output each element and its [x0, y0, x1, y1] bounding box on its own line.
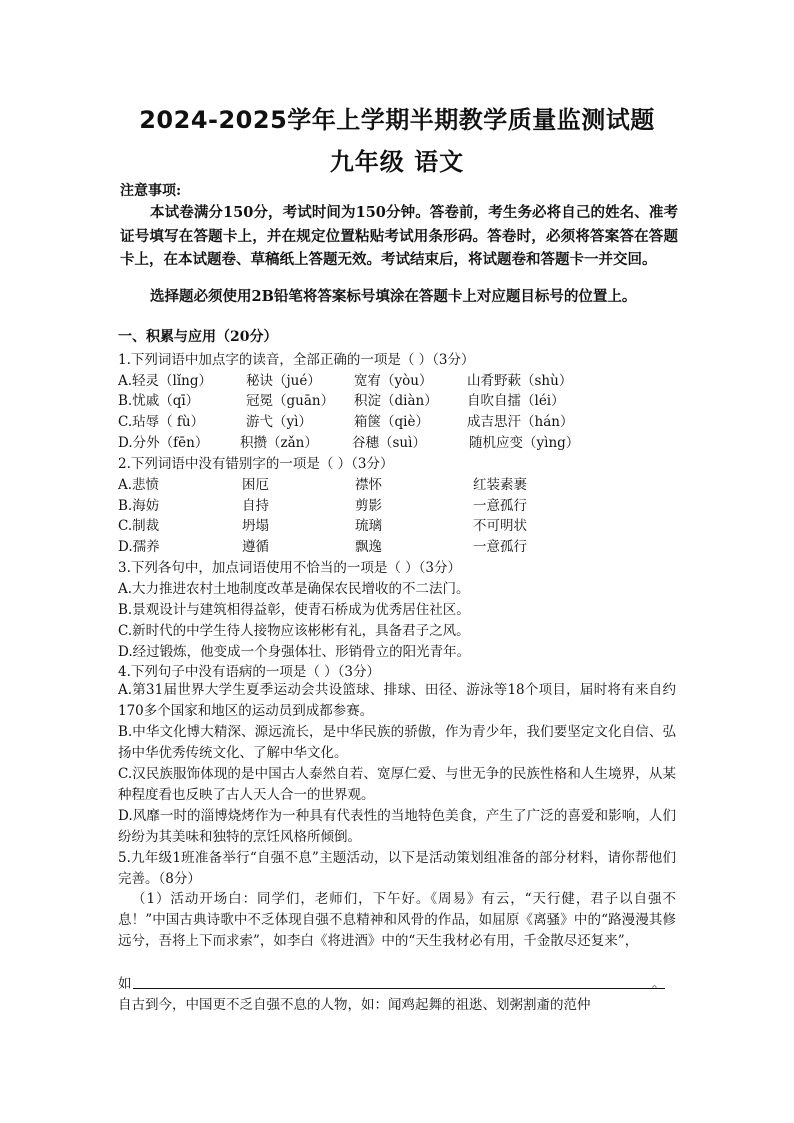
- q2-b-word-1: B.海妨: [118, 498, 160, 514]
- q2-d-word-1: D.孺养: [118, 539, 160, 555]
- notice-heading: 注意事项:: [120, 183, 182, 199]
- q4-option-d: D.风靡一时的淄博烧烤作为一种具有代表性的当地特色美食，产生了广泛的喜爱和影响，人们纷纷为其美味和独特的烹饪风格所倾倒。: [118, 808, 676, 845]
- q1-a-word-2: 秘诀（jué）: [246, 373, 321, 389]
- page-subtitle: 九年级 语文: [329, 148, 465, 176]
- q2-c-word-3: 琉璃: [355, 518, 382, 534]
- q1-b-word-4: 自吹自擂（léi）: [467, 393, 565, 409]
- fill-suffix: 。: [652, 976, 666, 992]
- q2-a-word-4: 红装素裹: [473, 477, 527, 493]
- q2-b-word-4: 一意孤行: [473, 498, 527, 514]
- section-heading: 一、积累与应用（20分）: [118, 329, 278, 345]
- q1-c-word-1: C.玷辱（ fù）: [118, 414, 205, 430]
- q1-d-word-3: 谷穗（suì）: [352, 435, 426, 451]
- q4-option-b: B.中华文化博大精深、源远流长，是中华民族的骄傲，作为青少年，我们要坚定文化自信、弘扬中华优秀传统文化、了解中华文化。: [118, 724, 676, 761]
- question-1-stem: 1.下列词语中加点字的读音，全部正确的一项是（ ）（3分）: [118, 352, 475, 368]
- question-4-stem: 4.下列句子中没有语病的一项是（ ）（3分）: [118, 664, 381, 680]
- page-title: 2024-2025学年上学期半期教学质量监测试题: [139, 106, 655, 134]
- q4-option-a: A.第31届世界大学生夏季运动会共设篮球、排球、田径、游泳等18个项目，届时将有来自约170多个国家和地区的运动员到成都参赛。: [118, 682, 676, 719]
- q5-part-1: （1）活动开场白：同学们，老师们，下午好。《周易》有云，“天行健，君子以自强不息！”中国古典诗歌中不乏体现自强不息精神和风骨的作品，如屈原《离骚》中的“路漫漫其修远兮，吾将上下而求索”，如李白《将进酒》中的“天生我材必有用，千金散尽还复来”，: [118, 891, 676, 949]
- notice-paragraph-2: 选择题必须使用2B铅笔将答案标号填涂在答题卡上对应题目标号的位置上。: [150, 288, 637, 305]
- question-5-stem: 5.九年级1班准备举行“自强不息”主题活动，以下是活动策划组准备的部分材料，请你帮他们完善。（8分）: [118, 850, 676, 887]
- q2-d-word-3: 飘逸: [355, 539, 382, 555]
- question-2-stem: 2.下列词语中没有错别字的一项是（ ）（3分）: [118, 456, 394, 472]
- q1-a-word-1: A.轻灵（lǐng）: [118, 373, 213, 389]
- q1-b-word-3: 积淀（diàn）: [354, 393, 438, 409]
- q2-a-word-1: A.悲愤: [118, 477, 160, 493]
- q2-b-word-2: 自持: [242, 498, 269, 514]
- q2-b-word-3: 剪影: [355, 498, 382, 514]
- q1-b-word-1: B.忧戚（qī）: [118, 393, 200, 409]
- q2-a-word-3: 襟怀: [355, 477, 382, 493]
- question-3-stem: 3.下列各句中，加点词语使用不恰当的一项是（ ）（3分）: [118, 560, 462, 576]
- fill-prefix: 如: [118, 976, 132, 992]
- q1-d-word-2: 积攒（zǎn）: [240, 435, 318, 451]
- q2-d-word-4: 一意孤行: [473, 539, 527, 555]
- answer-blank[interactable]: [133, 988, 665, 989]
- q2-c-word-2: 坍塌: [242, 518, 269, 534]
- q1-d-word-4: 随机应变（yìng）: [469, 435, 580, 451]
- q1-a-word-3: 宽宥（yòu）: [354, 373, 433, 389]
- q1-c-word-4: 成吉思汗（hán）: [467, 414, 574, 430]
- q4-option-c: C.汉民族服饰体现的是中国古人泰然自若、宽厚仁爱、与世无争的民族性格和人生境界，从某种程度看也反映了古人天人合一的世界观。: [118, 766, 676, 803]
- q1-d-word-1: D.分外（fēn）: [118, 435, 209, 451]
- q1-c-word-2: 游弋（yì）: [246, 414, 312, 430]
- notice-paragraph-1: 本试卷满分150分，考试时间为150分钟。答卷前，考生务必将自己的姓名、准考证号填写在答题卡上，并在规定位置粘贴考试用条形码。答卷时，必须将答案答在答题卡上，在本试题卷、草稿纸上答题无效。考试结束后，将试题卷和答题卡一并交回。: [120, 204, 678, 268]
- q2-a-word-2: 困厄: [242, 477, 269, 493]
- q2-c-word-1: C.制裁: [118, 518, 160, 534]
- q3-option-d: D.经过锻炼，他变成一个身强体壮、形销骨立的阳光青年。: [118, 644, 471, 660]
- q3-option-a: A.大力推进农村土地制度改革是确保农民增收的不二法门。: [118, 581, 470, 597]
- q1-c-word-3: 箱箧（qiè）: [354, 414, 429, 430]
- q3-option-c: C.新时代的中学生待人接物应该彬彬有礼，具备君子之风。: [118, 623, 470, 639]
- q2-d-word-2: 遵循: [242, 539, 269, 555]
- q2-c-word-4: 不可明状: [473, 518, 527, 534]
- q3-option-b: B.景观设计与建筑相得益彰，使青石桥成为优秀居住社区。: [118, 602, 470, 618]
- q1-b-word-2: 冠冕（guān）: [246, 393, 335, 409]
- q5-last-line: 自古到今，中国更不乏自强不息的人物，如：闻鸡起舞的祖逖、划粥割齑的范仲: [118, 997, 591, 1013]
- q1-a-word-4: 山肴野蔌（shù）: [467, 373, 573, 389]
